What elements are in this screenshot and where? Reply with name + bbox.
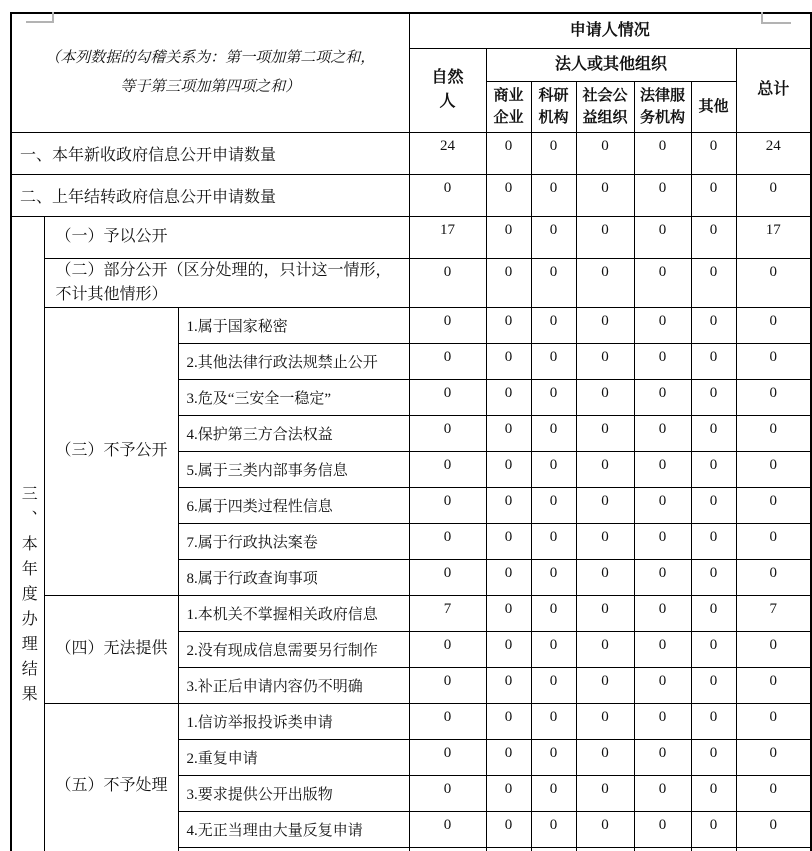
value-cell: 0 bbox=[736, 258, 811, 307]
value-cell: 0 bbox=[486, 174, 531, 216]
value-cell: 0 bbox=[691, 739, 736, 775]
value-cell: 0 bbox=[486, 595, 531, 631]
item-label: 3.危及“三安全一稳定” bbox=[178, 379, 409, 415]
value-cell: 0 bbox=[409, 487, 486, 523]
header-commercial-enterprise: 商业企业 bbox=[486, 81, 531, 132]
value-cell: 0 bbox=[531, 415, 576, 451]
category-label: （三）不予公开 bbox=[44, 307, 178, 595]
value-cell: 0 bbox=[531, 595, 576, 631]
value-cell: 0 bbox=[634, 523, 691, 559]
value-cell: 0 bbox=[531, 451, 576, 487]
value-cell: 0 bbox=[634, 739, 691, 775]
value-cell: 0 bbox=[531, 174, 576, 216]
value-cell bbox=[486, 847, 531, 851]
value-cell: 0 bbox=[531, 703, 576, 739]
value-cell: 0 bbox=[576, 451, 634, 487]
value-cell: 0 bbox=[486, 415, 531, 451]
table-row bbox=[11, 258, 811, 307]
value-cell: 0 bbox=[634, 559, 691, 595]
category-label: （五）不予处理 bbox=[44, 703, 178, 851]
value-cell: 0 bbox=[486, 739, 531, 775]
value-cell bbox=[736, 847, 811, 851]
item-label: 3.要求提供公开出版物 bbox=[178, 775, 409, 811]
value-cell: 0 bbox=[634, 811, 691, 847]
value-cell: 0 bbox=[691, 559, 736, 595]
value-cell: 0 bbox=[634, 307, 691, 343]
value-cell: 0 bbox=[691, 451, 736, 487]
category-label: （四）无法提供 bbox=[44, 595, 178, 703]
value-cell: 0 bbox=[486, 343, 531, 379]
value-cell: 0 bbox=[486, 216, 531, 258]
header-legal-or-other-org: 法人或其他组织 bbox=[486, 48, 736, 81]
value-cell: 0 bbox=[736, 379, 811, 415]
value-cell: 0 bbox=[736, 811, 811, 847]
value-cell: 0 bbox=[634, 174, 691, 216]
value-cell: 0 bbox=[531, 775, 576, 811]
value-cell: 0 bbox=[409, 703, 486, 739]
header-public-welfare-org: 社会公益组织 bbox=[576, 81, 634, 132]
value-cell: 17 bbox=[409, 216, 486, 258]
page-edge-artifact bbox=[26, 21, 54, 23]
value-cell: 0 bbox=[531, 739, 576, 775]
value-cell: 0 bbox=[409, 631, 486, 667]
value-cell: 0 bbox=[736, 487, 811, 523]
value-cell: 0 bbox=[634, 631, 691, 667]
item-label bbox=[178, 847, 409, 851]
value-cell: 0 bbox=[634, 415, 691, 451]
value-cell: 0 bbox=[736, 174, 811, 216]
value-cell: 0 bbox=[409, 258, 486, 307]
value-cell: 0 bbox=[691, 307, 736, 343]
value-cell: 0 bbox=[736, 451, 811, 487]
value-cell: 0 bbox=[634, 595, 691, 631]
value-cell: 0 bbox=[576, 775, 634, 811]
value-cell: 0 bbox=[736, 559, 811, 595]
value-cell: 0 bbox=[531, 487, 576, 523]
header-applicant-situation: 申请人情况 bbox=[409, 13, 811, 48]
value-cell: 0 bbox=[691, 258, 736, 307]
value-cell: 0 bbox=[576, 258, 634, 307]
value-cell: 0 bbox=[576, 487, 634, 523]
value-cell: 0 bbox=[409, 415, 486, 451]
value-cell: 0 bbox=[486, 559, 531, 595]
table-row bbox=[11, 132, 811, 174]
value-cell: 0 bbox=[531, 631, 576, 667]
header-natural-person: 自然人 bbox=[409, 48, 486, 132]
value-cell: 0 bbox=[691, 811, 736, 847]
value-cell: 0 bbox=[736, 703, 811, 739]
header-row bbox=[11, 13, 811, 48]
item-label: 4.保护第三方合法权益 bbox=[178, 415, 409, 451]
item-label: 2.其他法律行政法规禁止公开 bbox=[178, 343, 409, 379]
value-cell: 0 bbox=[691, 379, 736, 415]
value-cell: 0 bbox=[486, 703, 531, 739]
value-cell bbox=[531, 847, 576, 851]
note-cell bbox=[11, 13, 409, 132]
value-cell: 0 bbox=[576, 811, 634, 847]
value-cell: 0 bbox=[634, 216, 691, 258]
value-cell: 0 bbox=[486, 379, 531, 415]
value-cell: 0 bbox=[576, 523, 634, 559]
header-other-org: 其他 bbox=[691, 81, 736, 132]
disclosure-request-table bbox=[10, 12, 812, 851]
table-row bbox=[11, 703, 811, 739]
value-cell: 0 bbox=[576, 216, 634, 258]
value-cell: 0 bbox=[691, 631, 736, 667]
value-cell: 0 bbox=[409, 667, 486, 703]
value-cell: 0 bbox=[486, 775, 531, 811]
value-cell: 0 bbox=[736, 775, 811, 811]
value-cell: 0 bbox=[409, 174, 486, 216]
value-cell: 0 bbox=[691, 523, 736, 559]
value-cell: 0 bbox=[576, 595, 634, 631]
value-cell: 0 bbox=[486, 451, 531, 487]
value-cell: 0 bbox=[691, 174, 736, 216]
value-cell: 0 bbox=[531, 667, 576, 703]
value-cell: 0 bbox=[531, 379, 576, 415]
table-row bbox=[11, 174, 811, 216]
value-cell: 0 bbox=[409, 451, 486, 487]
value-cell: 0 bbox=[531, 343, 576, 379]
value-cell: 0 bbox=[691, 343, 736, 379]
value-cell: 0 bbox=[736, 667, 811, 703]
value-cell: 0 bbox=[736, 631, 811, 667]
value-cell: 0 bbox=[736, 739, 811, 775]
value-cell: 0 bbox=[691, 667, 736, 703]
value-cell: 0 bbox=[486, 307, 531, 343]
value-cell: 0 bbox=[634, 132, 691, 174]
item-label: 1.信访举报投诉类申请 bbox=[178, 703, 409, 739]
value-cell: 0 bbox=[634, 343, 691, 379]
value-cell: 0 bbox=[576, 343, 634, 379]
item-label: 5.属于三类内部事务信息 bbox=[178, 451, 409, 487]
value-cell: 0 bbox=[486, 667, 531, 703]
value-cell: 0 bbox=[531, 307, 576, 343]
page-edge-artifact bbox=[761, 12, 763, 22]
value-cell bbox=[634, 847, 691, 851]
value-cell: 0 bbox=[634, 775, 691, 811]
value-cell: 0 bbox=[409, 523, 486, 559]
value-cell: 0 bbox=[486, 487, 531, 523]
value-cell: 0 bbox=[634, 451, 691, 487]
value-cell: 24 bbox=[736, 132, 811, 174]
value-cell: 0 bbox=[531, 132, 576, 174]
value-cell: 0 bbox=[736, 415, 811, 451]
value-cell: 0 bbox=[634, 703, 691, 739]
header-total: 总计 bbox=[736, 48, 811, 132]
value-cell: 0 bbox=[486, 811, 531, 847]
value-cell: 0 bbox=[736, 523, 811, 559]
value-cell: 24 bbox=[409, 132, 486, 174]
section-vertical-label-cell bbox=[11, 216, 44, 851]
item-label: 1.属于国家秘密 bbox=[178, 307, 409, 343]
header-research-institution: 科研机构 bbox=[531, 81, 576, 132]
value-cell: 0 bbox=[409, 379, 486, 415]
item-label: 3.补正后申请内容仍不明确 bbox=[178, 667, 409, 703]
item-label: 7.属于行政执法案卷 bbox=[178, 523, 409, 559]
item-label: 4.无正当理由大量反复申请 bbox=[178, 811, 409, 847]
value-cell: 0 bbox=[691, 775, 736, 811]
table-row bbox=[11, 595, 811, 631]
value-cell: 0 bbox=[576, 739, 634, 775]
page-edge-artifact bbox=[52, 12, 54, 23]
item-label: 2.没有现成信息需要另行制作 bbox=[178, 631, 409, 667]
value-cell: 0 bbox=[736, 307, 811, 343]
item-label: 2.重复申请 bbox=[178, 739, 409, 775]
category-label: （二）部分公开（区分处理的，只计这一情形，不计其他情形） bbox=[44, 258, 409, 307]
value-cell: 0 bbox=[634, 379, 691, 415]
value-cell: 0 bbox=[634, 487, 691, 523]
value-cell bbox=[576, 847, 634, 851]
section-vertical-label: 三、本年度办理结果 bbox=[19, 484, 37, 710]
value-cell: 0 bbox=[409, 775, 486, 811]
table-row bbox=[11, 307, 811, 343]
value-cell: 0 bbox=[691, 595, 736, 631]
category-label: （一）予以公开 bbox=[44, 216, 409, 258]
value-cell: 0 bbox=[634, 667, 691, 703]
header-legal-service-org: 法律服务机构 bbox=[634, 81, 691, 132]
value-cell: 0 bbox=[531, 216, 576, 258]
value-cell: 0 bbox=[691, 703, 736, 739]
value-cell: 0 bbox=[486, 631, 531, 667]
value-cell: 0 bbox=[486, 258, 531, 307]
value-cell: 0 bbox=[576, 559, 634, 595]
value-cell: 0 bbox=[576, 667, 634, 703]
value-cell bbox=[691, 847, 736, 851]
value-cell: 0 bbox=[409, 343, 486, 379]
value-cell: 0 bbox=[531, 811, 576, 847]
value-cell: 0 bbox=[691, 487, 736, 523]
value-cell: 0 bbox=[486, 132, 531, 174]
value-cell: 0 bbox=[634, 258, 691, 307]
value-cell: 0 bbox=[576, 703, 634, 739]
value-cell: 0 bbox=[576, 379, 634, 415]
page-edge-artifact bbox=[761, 22, 791, 24]
value-cell: 0 bbox=[531, 258, 576, 307]
row-label: 二、上年结转政府信息公开申请数量 bbox=[11, 174, 409, 216]
value-cell: 17 bbox=[736, 216, 811, 258]
value-cell: 0 bbox=[409, 559, 486, 595]
value-cell: 0 bbox=[486, 523, 531, 559]
item-label: 1.本机关不掌握相关政府信息 bbox=[178, 595, 409, 631]
value-cell: 0 bbox=[409, 739, 486, 775]
item-label: 8.属于行政查询事项 bbox=[178, 559, 409, 595]
value-cell: 7 bbox=[736, 595, 811, 631]
value-cell: 0 bbox=[691, 415, 736, 451]
value-cell: 0 bbox=[691, 216, 736, 258]
value-cell: 0 bbox=[531, 523, 576, 559]
note-line-2: 等于第三项加第四项之和） bbox=[120, 78, 301, 95]
value-cell: 0 bbox=[576, 631, 634, 667]
value-cell: 0 bbox=[576, 415, 634, 451]
row-label: 一、本年新收政府信息公开申请数量 bbox=[11, 132, 409, 174]
table-row bbox=[11, 216, 811, 258]
value-cell: 0 bbox=[409, 811, 486, 847]
value-cell: 0 bbox=[691, 132, 736, 174]
value-cell: 0 bbox=[576, 132, 634, 174]
value-cell: 0 bbox=[576, 174, 634, 216]
value-cell: 0 bbox=[409, 307, 486, 343]
value-cell: 7 bbox=[409, 595, 486, 631]
value-cell: 0 bbox=[576, 307, 634, 343]
note-line-1: （本列数据的勾稽关系为：第一项加第二项之和， bbox=[45, 50, 376, 67]
value-cell bbox=[409, 847, 486, 851]
value-cell: 0 bbox=[736, 343, 811, 379]
value-cell: 0 bbox=[531, 559, 576, 595]
item-label: 6.属于四类过程性信息 bbox=[178, 487, 409, 523]
